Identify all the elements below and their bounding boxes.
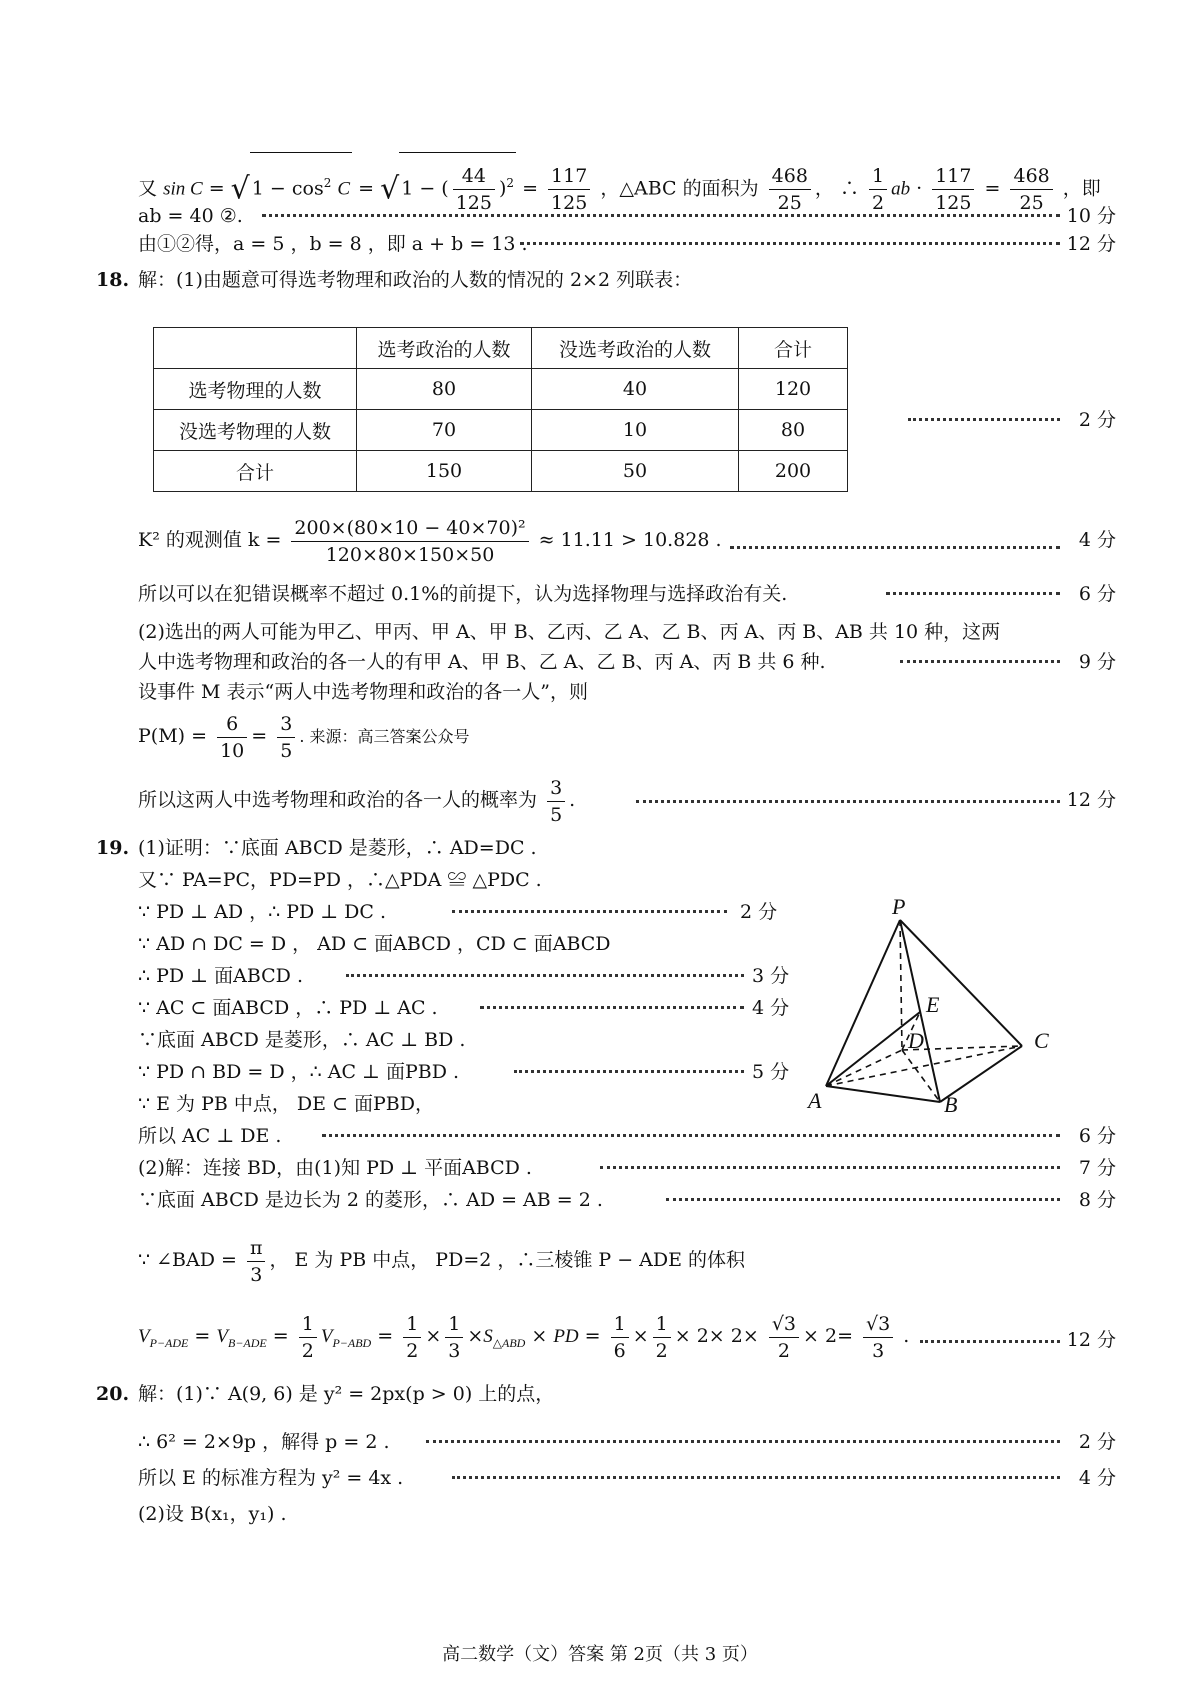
edge-ae (826, 1012, 920, 1086)
q19-line: ∵底面 ABCD 是边长为 2 的菱形，∴ AD = AB = 2 . (138, 1189, 603, 1211)
frac-den: 10 (220, 739, 245, 762)
q18-final-line: 所以这两人中选考物理和政治的各一人的概率为 $\frac{3}{5}$ . (138, 776, 576, 826)
points-label: 3 分 (752, 965, 790, 987)
edge-pa (826, 920, 900, 1086)
edge-ab (826, 1086, 940, 1102)
points-label: 4 分 (752, 997, 790, 1019)
edge-pd (900, 920, 902, 1050)
table-cell: 70 (357, 410, 532, 451)
table-row (154, 410, 848, 451)
leader-dots (730, 546, 1060, 549)
table-cell: 80 (357, 369, 532, 410)
q18-number: 18. (96, 269, 130, 291)
leader-dots (480, 1006, 744, 1009)
points-label: 2 分 (1078, 1431, 1116, 1453)
leader-dots (346, 974, 744, 977)
points-label: 6 分 (1078, 1125, 1116, 1147)
points-label: 6 分 (1078, 583, 1116, 605)
q20-line: 所以 E 的标准方程为 y² = 4x . (138, 1467, 404, 1489)
q19-number: 19. (96, 837, 130, 859)
points-label: 10 分 (1066, 205, 1116, 227)
leader-dots (920, 1340, 1060, 1343)
table-cell: 150 (357, 451, 532, 492)
frac-num: 6 (217, 711, 247, 738)
q18-pm-line: P(M) = $\frac{6}{10}$ = $\frac{3}{5}$ . 来源：高三答案公众号 (138, 712, 470, 762)
frac-num: 3 (277, 711, 295, 738)
points-label: 8 分 (1078, 1189, 1116, 1211)
table-cell: 10 (532, 410, 739, 451)
points-label: 12 分 (1066, 233, 1116, 255)
table-cell: 120 (739, 369, 848, 410)
table-header-row (154, 328, 848, 369)
ab-eq-text: ab = 40 ②. (138, 205, 243, 227)
q20-number: 20. (96, 1383, 130, 1405)
table-row (154, 369, 848, 410)
frac-num: π (247, 1235, 266, 1262)
table-cell: 50 (532, 451, 739, 492)
leader-dots (666, 1198, 1060, 1201)
q19-line: ∵ E 为 PB 中点， DE ⊂ 面PBD， (138, 1093, 434, 1115)
q18-part2-line2: 人中选考物理和政治的各一人的有甲 A、甲 B、乙 A、乙 B、丙 A、丙 B 共 6 种. (138, 651, 826, 673)
q19-line: ∵底面 ABCD 是菱形，∴ AC ⊥ BD . (138, 1029, 466, 1051)
q19-line: ∵ PD ⊥ AD ，∴ PD ⊥ DC . (138, 901, 387, 923)
q19-line: (1)证明：∵底面 ABCD 是菱形，∴ AD=DC . (138, 837, 537, 859)
table-cell: 合计 (154, 451, 357, 492)
leader-dots (886, 592, 1060, 595)
points-label: 4 分 (1078, 1467, 1116, 1489)
vertex-label: E (926, 992, 940, 1017)
table-cell: 合计 (739, 328, 848, 369)
q19-line: 所以 AC ⊥ DE . (138, 1125, 282, 1147)
q19-line: 又∵ PA=PC，PD=PD ，∴△PDA ≌ △PDC . (138, 869, 542, 891)
q19-angle-line (138, 1230, 745, 1290)
k2-numerator: 200×(80×10 − 40×70)² (291, 515, 528, 542)
sum-text: 由①②得，a = 5 ，b = 8 ，即 a + b = 13 . (138, 233, 528, 255)
leader-dots (600, 1166, 1060, 1169)
text-you: 又 (138, 177, 158, 200)
points-label: 4 分 (1078, 529, 1116, 551)
table-cell (154, 328, 357, 369)
table-cell: 80 (739, 410, 848, 451)
q17-line-ab40 (138, 202, 243, 230)
table-cell: 没选考政治的人数 (532, 328, 739, 369)
text-ji: ，即 (1062, 177, 1101, 200)
vertex-label: C (1034, 1028, 1049, 1053)
table-cell: 选考政治的人数 (357, 328, 532, 369)
q18-part2-line1: (2)选出的两人可能为甲乙、甲丙、甲 A、甲 B、乙丙、乙 A、乙 B、丙 A、丙 B、AB 共 10 种，这两 (138, 621, 1001, 643)
q20-line: 解：(1)∵ A(9, 6) 是 y² = 2px(p > 0) 上的点， (138, 1383, 555, 1405)
q18-intro: 解：(1)由题意可得选考物理和政治的人数的情况的 2×2 列联表： (138, 269, 693, 291)
pyramid-figure (780, 880, 1100, 1120)
leader-dots (262, 214, 1060, 217)
q19-line: ∴ PD ⊥ 面ABCD . (138, 965, 303, 987)
points-label: 12 分 (1066, 1329, 1116, 1351)
leader-dots (908, 418, 1060, 421)
points-label: 5 分 (752, 1061, 790, 1083)
contingency-table (153, 327, 848, 492)
points-label: 12 分 (1066, 789, 1116, 811)
leader-dots (452, 910, 727, 913)
q19-line: (2)解：连接 BD，由(1)知 PD ⊥ 平面ABCD . (138, 1157, 532, 1179)
points-label: 7 分 (1078, 1157, 1116, 1179)
q17-line-sinc: 又 sin C = √ $1 - \cos^2 C$ = √ 1 − ( $\frac{44}{125}$ )$^2$ = $\frac{117}{125}$ ，△ABC 的面积为 $\frac{468}{25}$ ， ∴ $\frac{1}{2}$ ab · $\frac{117}{125}$ = $\frac{468}{25}$ ，即 (138, 152, 1101, 219)
final-text: 所以这两人中选考物理和政治的各一人的概率为 (138, 789, 538, 811)
leader-dots (322, 1134, 1060, 1137)
vertex-label: P (892, 894, 906, 919)
vertex-label: B (944, 1092, 958, 1117)
area-text: ，△ABC 的面积为 (600, 177, 759, 200)
table-cell: 200 (739, 451, 848, 492)
points-label: 9 分 (1078, 651, 1116, 673)
q18-conclusion: 所以可以在犯错误概率不超过 0.1%的前提下，认为选择物理与选择政治有关. (138, 583, 788, 605)
leader-dots (426, 1440, 1060, 1443)
leader-dots (900, 660, 1060, 663)
q17-line-sum (138, 230, 528, 258)
page-footer: 高二数学（文）答案 第 2页（共 3 页） (442, 1644, 758, 1665)
q19-line: ∵ AC ⊂ 面ABCD ，∴ PD ⊥ AC . (138, 997, 438, 1019)
vertex-label: D (908, 1028, 924, 1053)
leader-dots (514, 1070, 744, 1073)
q20-line: ∴ 6² = 2×9p ，解得 p = 2 . (138, 1431, 390, 1453)
q19-line: ∵ AD ∩ DC = D ， AD ⊂ 面ABCD ，CD ⊂ 面ABCD (138, 933, 611, 955)
k2-label: K² 的观测值 k = (138, 529, 282, 551)
k2-denominator: 120×80×150×50 (325, 543, 495, 566)
points-label: 2 分 (740, 901, 778, 923)
k2-result: ≈ 11.11 > 10.828 . (538, 529, 722, 551)
frac-num: 3 (547, 775, 565, 802)
table-cell: 选考物理的人数 (154, 369, 357, 410)
q19-volume-line: $V_{P-ADE} = V_{B-ADE}$ = $\frac{1}{2}$ $V_{P-ABD}$ = $\frac{1}{2}$ × $\frac{1}{3}$ $\times S_{\triangle ABD}$ × PD = $\frac{1}{6}$ × $\frac{1}{2}$ × 2× 2× $\frac{√3}{2}$ × 2= $\frac{√3}{3}$ . (138, 1312, 910, 1362)
table-cell: 没选考物理的人数 (154, 410, 357, 451)
frac-den: 5 (550, 803, 563, 826)
q18-part2-line3: 设事件 M 表示“两人中选考物理和政治的各一人”，则 (138, 681, 588, 703)
source-note: . 来源：高三答案公众号 (299, 727, 470, 746)
q18-k2-line (138, 508, 722, 572)
leader-dots (520, 242, 1060, 245)
q20-line: (2)设 B(x₁，y₁) . (138, 1503, 287, 1525)
vertex-label: A (808, 1088, 822, 1113)
points-label: 2 分 (1078, 409, 1116, 431)
volume-intro: ， E 为 PB 中点， PD=2 ，∴三棱锥 P − ADE 的体积 (269, 1249, 746, 1271)
q19-line: ∵ PD ∩ BD = D ，∴ AC ⊥ 面PBD . (138, 1061, 460, 1083)
angle-text: ∵ ∠BAD = (138, 1249, 237, 1271)
leader-dots (452, 1476, 1060, 1479)
frac-den: 3 (250, 1263, 263, 1286)
leader-dots (636, 800, 1060, 803)
frac-den: 5 (280, 739, 293, 762)
pm-label: P(M) = (138, 725, 208, 747)
table-cell: 40 (532, 369, 739, 410)
table-row (154, 451, 848, 492)
